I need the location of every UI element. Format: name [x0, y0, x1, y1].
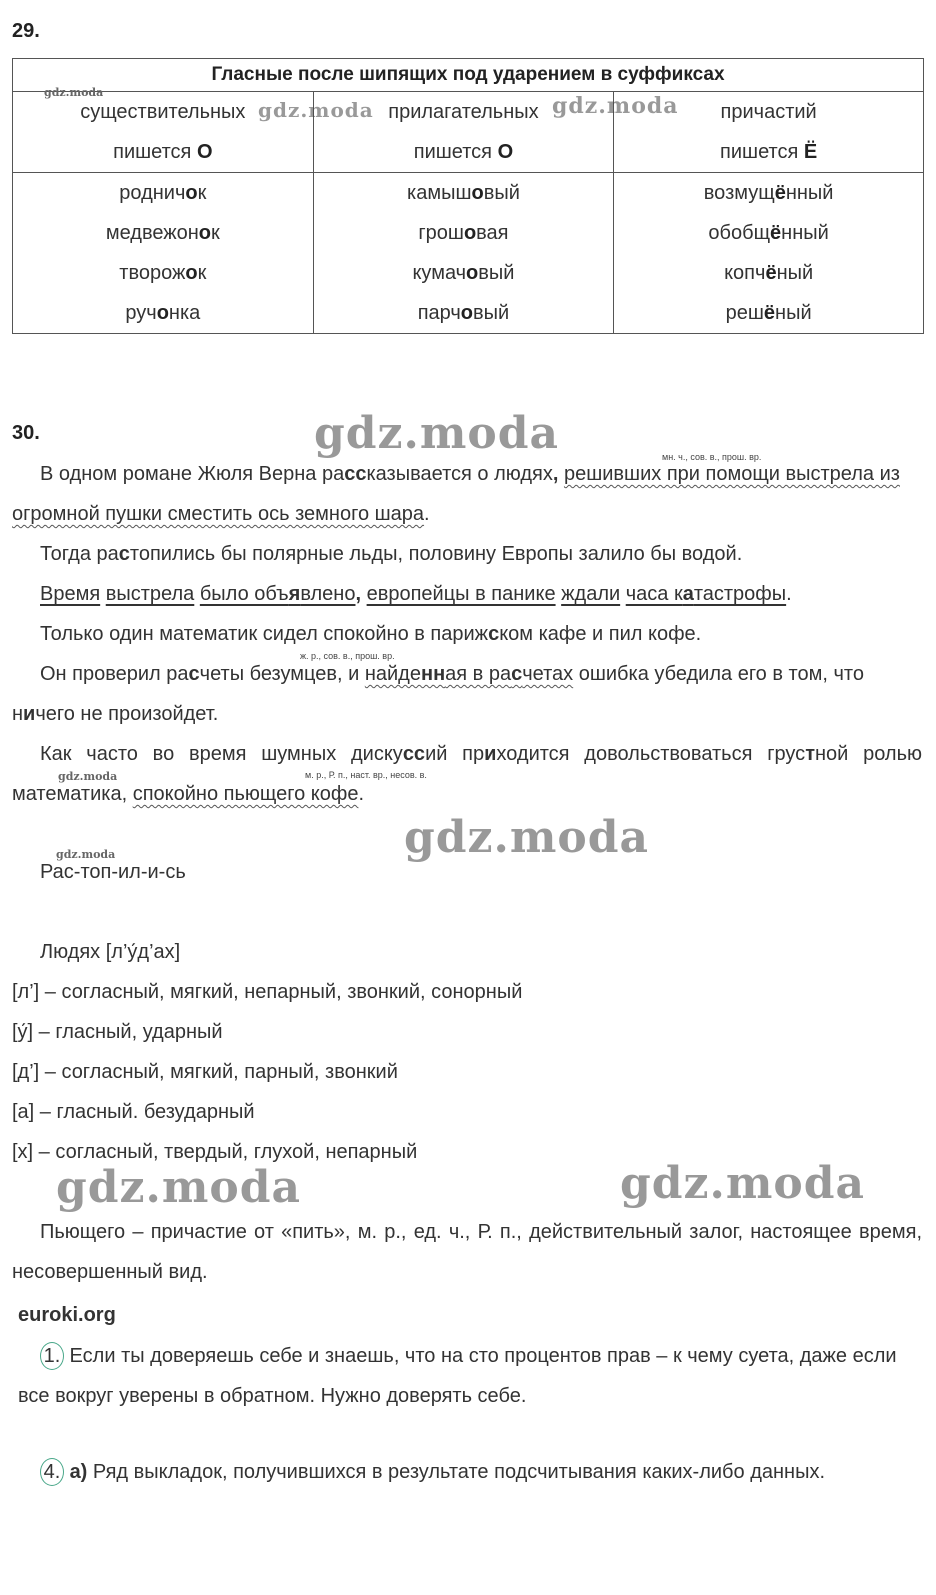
item-number-circle: 1. — [40, 1342, 64, 1370]
column-header-rule: пишется Ё — [720, 141, 818, 163]
grammar-annotation: мн. ч., сов. в., прош. вр. — [662, 452, 762, 462]
adjectives-examples-cell — [313, 173, 614, 334]
participle-analysis: Пьющего – причастие от «пить», м. р., ед. ч., Р. п., действительный залог, настоящее время, несовершенный вид. — [12, 1221, 922, 1283]
example-word: кумачовый — [412, 262, 515, 284]
participles-examples-cell — [614, 173, 924, 334]
grammar-annotation: м. р., Р. п., наст. вр., несов. в. — [305, 770, 427, 780]
watermark: gdz.moda — [58, 770, 118, 783]
exercise-29-number: 29. — [12, 20, 40, 42]
table-title: Гласные после шипящих под ударением в суффиксах — [13, 59, 924, 92]
column-header-rule: пишется О — [413, 141, 514, 163]
example-word: грошовая — [418, 222, 509, 244]
text-paragraph-3: Время выстрела было объявлено, европейцы в панике ждали часа катастрофы. — [40, 583, 792, 605]
watermark: gdz.moda — [620, 1158, 866, 1209]
phonetic-line: [д’] – согласный, мягкий, парный, звонкий — [12, 1061, 398, 1083]
exercise-30-number: 30. — [12, 422, 40, 444]
example-word: возмущённый — [703, 182, 834, 204]
example-word: ручонка — [125, 302, 201, 324]
watermark: gdz.moda — [44, 86, 104, 99]
phonetic-line: [х] – согласный, твердый, глухой, непарный — [12, 1141, 418, 1163]
grammar-annotation: ж. р., сов. в., прош. вр. — [300, 651, 395, 661]
source-site-label: euroki.org — [18, 1304, 116, 1326]
watermark: gdz.moda — [56, 1162, 302, 1213]
example-word: медвежонок — [105, 222, 220, 244]
watermark: gdz.moda — [404, 812, 650, 863]
text-paragraph-6: Как часто во время шумных дискуссий приходится довольствоваться грустной ролью математика, спокойно пьющего кофе. — [12, 743, 922, 805]
watermark: gdz.moda — [314, 408, 560, 459]
example-word: творожок — [119, 262, 207, 284]
column-header-label: причастий — [720, 101, 817, 123]
text-paragraph-1: В одном романе Жюля Верна рассказывается о людях, решивших при помощи выстрела из огромной пушки сместить ось земного шара. — [12, 463, 900, 525]
example-word: камышовый — [407, 182, 520, 204]
participial-phrase: спокойно пьющего кофе — [132, 783, 359, 805]
item-number-circle: 4. — [40, 1458, 64, 1486]
vowels-after-sibilants-table — [12, 58, 924, 334]
participial-phrase: решивших при помощи выстрела из огромной пушки сместить ось земного шара — [12, 463, 900, 525]
answer-item-4: 4. а) Ряд выкладок, получившихся в результате подсчитывания каких-либо данных. — [18, 1452, 914, 1492]
example-word: родничок — [119, 182, 207, 204]
example-word: решёный — [725, 302, 812, 324]
nouns-examples-cell — [13, 173, 314, 334]
phonetic-line: [л’] – согласный, мягкий, непарный, звонкий, сонорный — [12, 981, 523, 1003]
participial-phrase: найденная в расчетах — [364, 663, 574, 685]
column-header-label: прилагательных — [388, 101, 539, 123]
phonetic-line: [а] – гласный. безударный — [12, 1101, 255, 1123]
phonetic-line: [у́] – гласный, ударный — [12, 1021, 223, 1043]
phonetic-title: Людях [л’у́д’ах] — [40, 941, 181, 963]
column-header-rule: пишется О — [113, 141, 213, 163]
watermark: gdz.moda — [56, 848, 116, 861]
answer-item-1: 1. Если ты доверяешь себе и знаешь, что на сто процентов прав – к чему суета, даже если все вокруг уверены в обратном. Нужно доверять себе. — [18, 1336, 914, 1416]
morpheme-breakdown: Рас-топ-ил-и-сь — [40, 861, 186, 883]
watermark: gdz.moda — [552, 93, 679, 119]
example-word: парчовый — [417, 302, 510, 324]
text-paragraph-4: Только один математик сидел спокойно в парижском кафе и пил кофе. — [40, 623, 702, 645]
example-word: копчёный — [724, 262, 814, 284]
text-paragraph-2: Тогда растопились бы полярные льды, половину Европы залило бы водой. — [40, 543, 743, 565]
example-word: обобщённый — [708, 222, 829, 244]
text-paragraph-5: Он проверил расчеты безумцев, и найденная в расчетах ошибка убедила его в том, что ничего не произойдет. — [12, 663, 864, 725]
column-header-label: существительных — [80, 101, 246, 123]
watermark: gdz.moda — [258, 98, 374, 122]
